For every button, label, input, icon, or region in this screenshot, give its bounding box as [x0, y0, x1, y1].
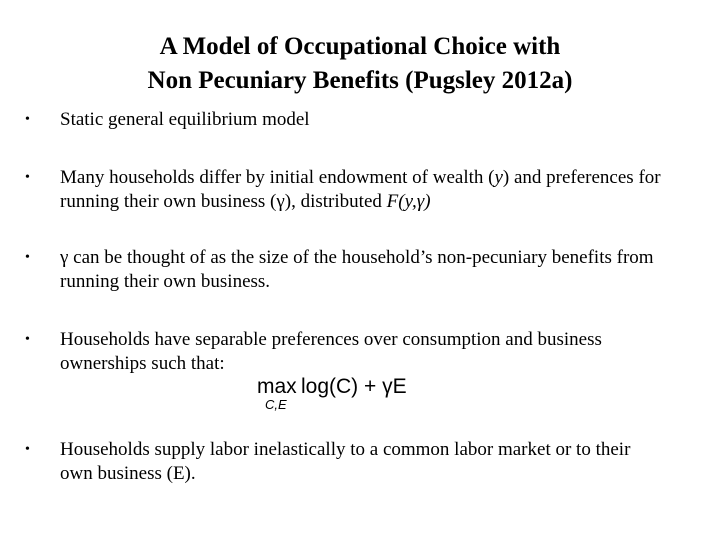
bullet-marker: •: [25, 332, 30, 347]
bullet-text: [60, 246, 700, 294]
utility-formula: [257, 374, 427, 414]
bullet-text: [60, 166, 700, 214]
bullet-text: [60, 438, 700, 486]
bullet-line-2: own business (E).: [60, 463, 196, 484]
bullet-line-2: running their own business.: [60, 271, 271, 292]
text-fragment: ) and preferences for: [502, 167, 661, 188]
text-fragment: ), distributed: [284, 191, 387, 212]
bullet-line-2: ownerships such that:: [60, 353, 225, 374]
bullet-line-1: Households have separable preferences over consumption and business: [60, 329, 602, 350]
bullet-text: [60, 328, 700, 376]
text-fragment: Many households differ by initial endowment of wealth (: [60, 167, 495, 188]
bullet-line-1: Households supply labor inelastically to a common labor market or to their: [60, 439, 631, 460]
slide-title: [0, 30, 720, 98]
bullet-marker: •: [25, 170, 30, 185]
slide-title-line-1: A Model of Occupational Choice with: [159, 33, 561, 60]
formula-subscript: C,E: [265, 397, 287, 412]
slide-title-line-2: Non Pecuniary Benefits (Pugsley 2012a): [147, 67, 573, 94]
distribution-symbol: F(y,γ): [386, 191, 431, 212]
bullet-line-2: [60, 190, 700, 214]
bullet-line-1: [60, 166, 700, 190]
formula-expression: log(C) + γE: [301, 375, 407, 398]
bullet-marker: •: [25, 442, 30, 457]
bullet-marker: •: [25, 250, 30, 265]
bullet-text: [60, 108, 700, 132]
text-fragment: can be thought of as the size of the household’s non-pecuniary benefits from: [68, 247, 654, 268]
bullet-line: Static general equilibrium model: [60, 109, 310, 130]
formula-max: max: [257, 375, 297, 398]
text-fragment: running their own business (: [60, 191, 277, 212]
bullet-line-1: [60, 246, 700, 270]
bullet-marker: •: [25, 112, 30, 127]
gamma-symbol: γ: [60, 247, 69, 268]
gamma-symbol: γ: [276, 191, 285, 212]
wealth-symbol: y: [494, 167, 503, 188]
